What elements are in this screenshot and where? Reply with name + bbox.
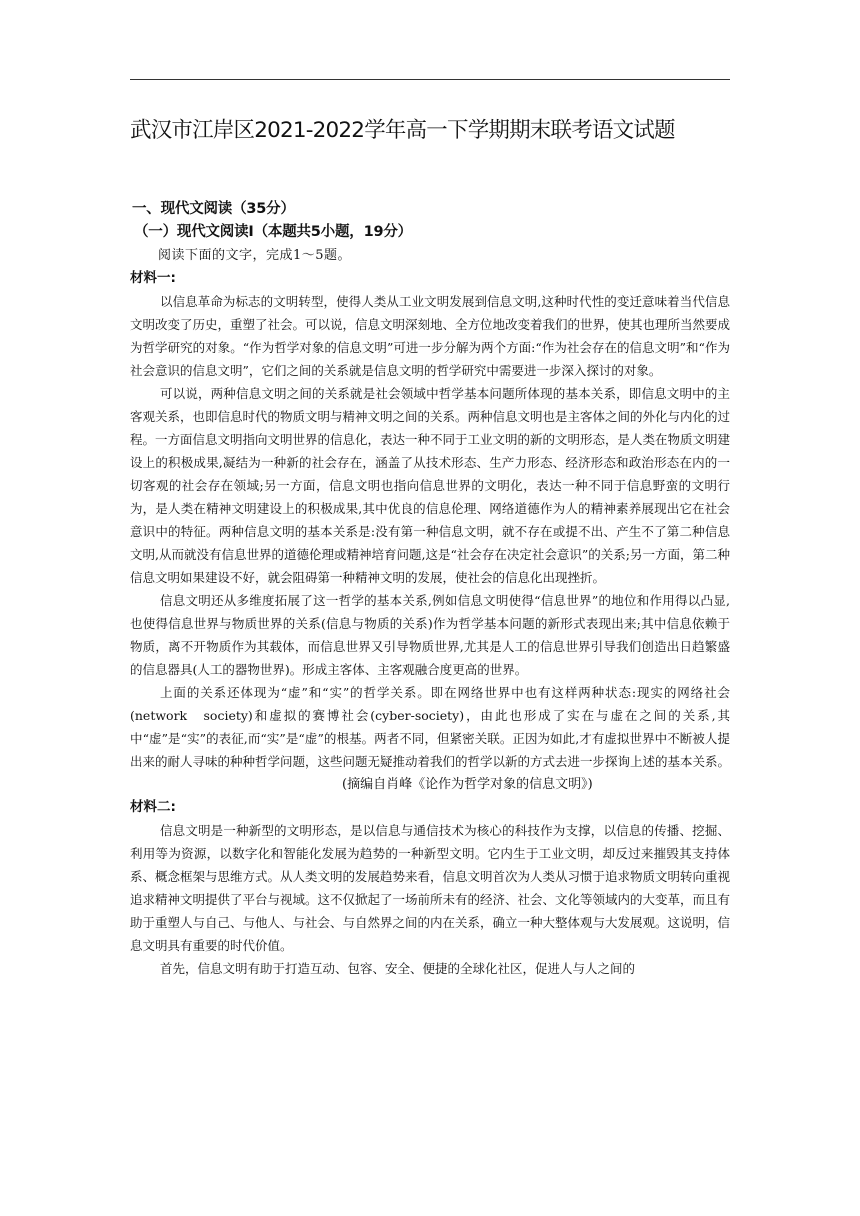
material1-paragraph-1: 以信息革命为标志的文明转型，使得人类从工业文明发展到信息文明,这种时代性的变迁意味着当代信息文明改变了历史，重塑了社会。可以说，信息文明深刻地、全方位地改变着我们的世界，使其也理所当然要成为哲学研究的对象。“作为哲学对象的信息文明”可进一步分解为两个方面:“作为社会存在的信息文明”和“作为社会意识的信息文明”，它们之间的关系就是信息文明的哲学研究中需要进一步深入探讨的对象。 — [130, 294, 731, 378]
document-body — [130, 198, 730, 980]
material1-paragraph-3: 信息文明还从多维度拓展了这一哲学的基本关系,例如信息文明使得“信息世界”的地位和作用得以凸显,也使得信息世界与物质世界的关系(信息与物质的关系)作为哲学基本问题的新形式表现出来;其中信息依赖于物质，离不开物质作为其载体，而信息世界又引导物质世界,尤其是人工的信息世界引导我们创造出日趋繁盛的信息器具(人工的器物世界)。形成主客体、主客观融合度更高的世界。 — [130, 593, 730, 677]
document-title: 武汉市江岸区2021-2022学年高一下学期期末联考语文试题 — [130, 118, 675, 143]
material2-label: 材料二: — [130, 799, 176, 815]
material2-paragraph-1: 信息文明是一种新型的文明形态，是以信息与通信技术为核心的科技作为支撑，以信息的传播、挖掘、利用等为资源，以数字化和智能化发展为趋势的一种新型文明。它内生于工业文明，却反过来摧毁其支持体系、概念框架与思维方式。从人类文明的发展趋势来看，信息文明首次为人类从习惯于追求物质文明转向重视追求精神文明提供了平台与视域。这不仅掀起了一场前所未有的经济、社会、文化等领域内的大变革，而且有助于重塑人与自己、与他人、与社会、与自然界之间的内在关系，确立一种大整体观与大发展观。这说明，信息文明具有重要的时代价值。 — [130, 823, 731, 953]
material1-paragraph-4: 上面的关系还体现为“虚”和“实”的哲学关系。即在网络世界中也有这样两种状态:现实的网络社会(network society)和虚拟的赛博社会(cyber-society)，由此也形成了实在与虚在之间的关系,其中“虚”是“实”的表征,而“实”是“虚”的根基。两者不同，但紧密关联。正因为如此,才有虚拟世界中不断被人提出来的耐人寻味的种种哲学问题，这些问题无疑推动着我们的哲学以新的方式去进一步探询上述的基本关系。 — [130, 685, 731, 769]
material1-label: 材料一: — [130, 270, 176, 286]
instruction-text: 阅读下面的文字，完成1～5题。 — [158, 248, 352, 263]
header-rule — [130, 79, 730, 80]
material1-paragraph-2: 可以说，两种信息文明之间的关系就是社会领域中哲学基本问题所体现的基本关系，即信息文明中的主客观关系，也即信息时代的物质文明与精神文明之间的关系。两种信息文明也是主客体之间的外化与内化的过程。一方面信息文明指向文明世界的信息化，表达一种不同于工业文明的新的文明形态，是人类在物质文明建设上的积极成果,凝结为一种新的社会存在，涵盖了从技术形态、生产力形态、经济形态和政治形态在内的一切客观的社会存在领域;另一方面，信息文明也指向信息世界的文明化，表达一种不同于信息野蛮的文明行为，是人类在精神文明建设上的积极成果,其中优良的信息伦理、网络道德作为人的精神素养展现出它在社会意识中的特征。两种信息文明的基本关系是:没有第一种信息文明，就不存在或提不出、产生不了第二种信息文明,从而就没有信息世界的道德伦理或精神培育问题,这是“社会存在决定社会意识”的关系;另一方面，第二种信息文明如果建设不好，就会阻碍第一种精神文明的发展，使社会的信息化出现挫折。 — [130, 386, 731, 585]
material2-paragraph-2: 首先，信息文明有助于打造互动、包容、安全、便捷的全球化社区，促进人与人之间的 — [160, 961, 636, 976]
subsection-heading: （一）现代文阅读Ⅰ（本题共5小题，19分） — [134, 224, 412, 240]
material1-source: (摘编自肖峰《论作为哲学对象的信息文明》) — [342, 777, 593, 792]
section-heading: 一、现代文阅读（35分） — [132, 201, 295, 217]
